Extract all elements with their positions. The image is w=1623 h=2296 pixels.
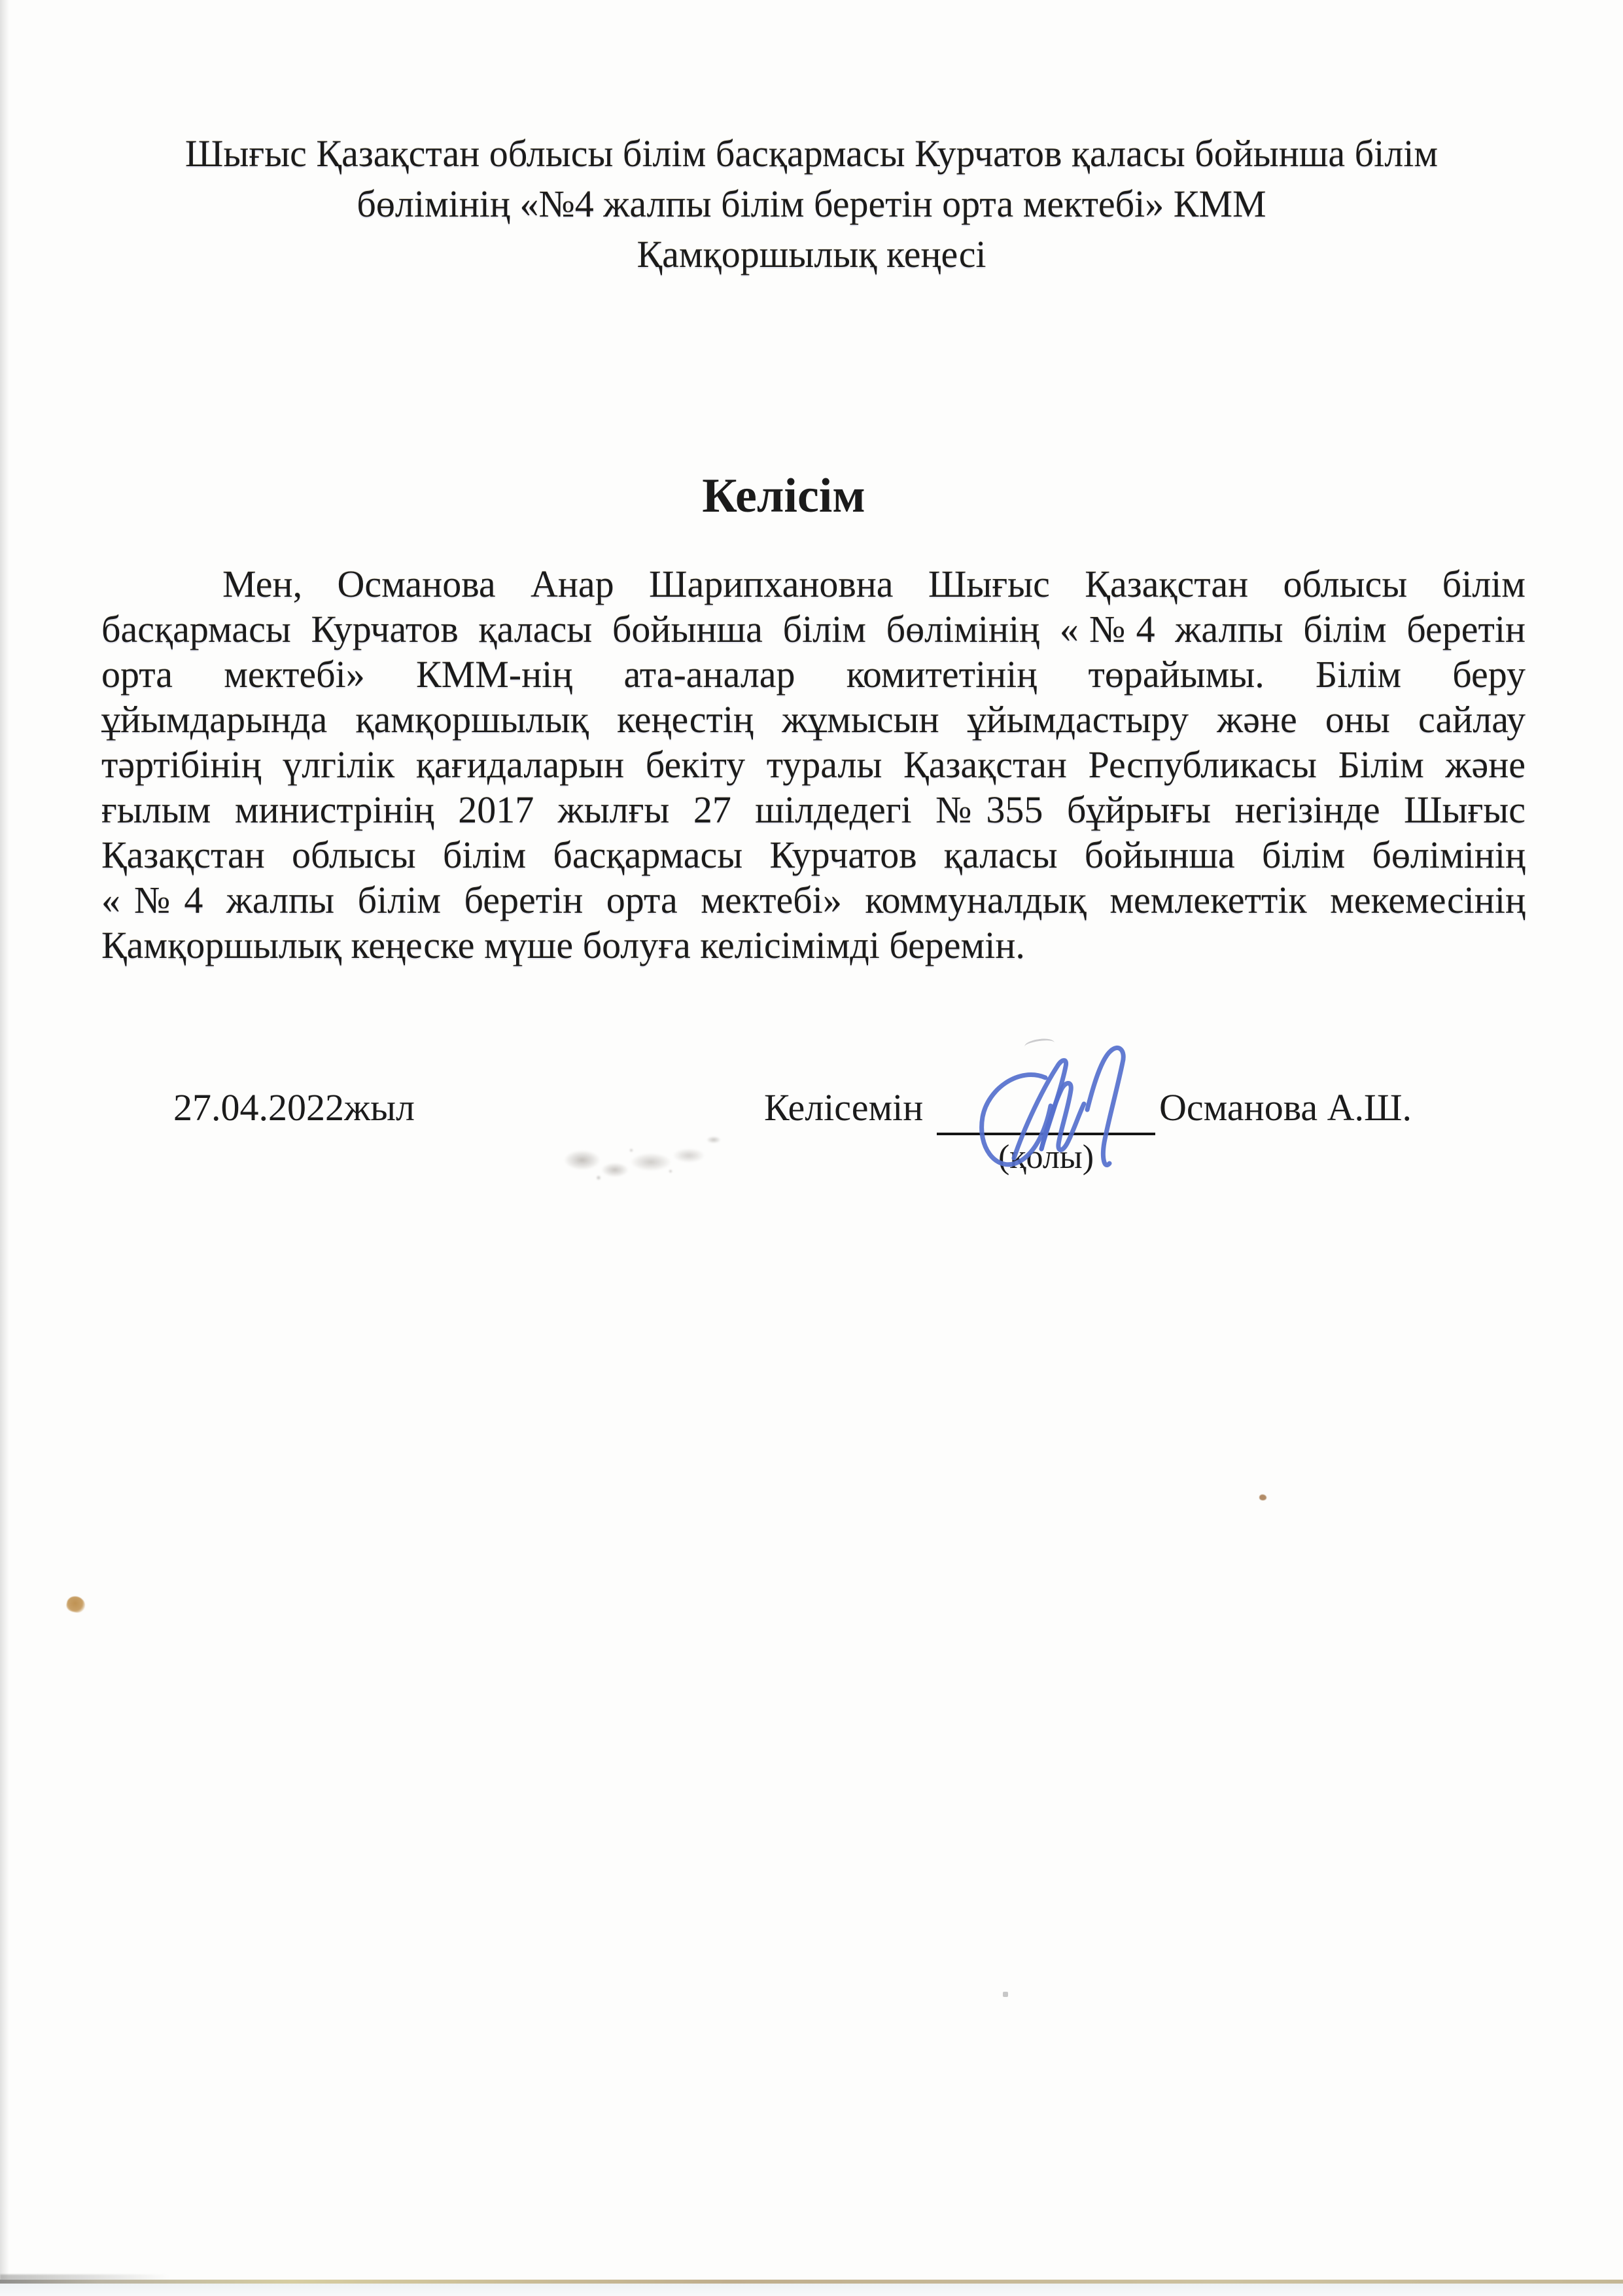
- body-text-line: орта мектебі» КММ-нің ата-аналар комитетінің төрайымы. Білім беру: [101, 653, 1526, 696]
- paper-smudge: [553, 1131, 723, 1190]
- body-text-line: ғылым министрінің 2017 жылғы 27 шілдедегі №355 бұйрығы негізінде Шығыс: [101, 788, 1526, 831]
- signee-name: Османова А.Ш.: [1159, 1086, 1412, 1129]
- signature-caption: (қолы): [998, 1139, 1094, 1176]
- body-paragraph: [101, 561, 1526, 968]
- scan-edge-strip: [0, 2284, 1623, 2296]
- body-text-line: тәртібінің үлгілік қағидаларын бекіту туралы Қазақстан Республикасы Білім және: [101, 743, 1526, 786]
- document-title: Келісім: [702, 469, 865, 523]
- body-text-line: басқармасы Курчатов қаласы бойынша білім бөлімінің «№4 жалпы білім беретін: [101, 608, 1526, 650]
- body-text-line: ұйымдарында қамқоршылық кеңестің жұмысын ұйымдастыру және оны сайлау: [101, 698, 1526, 741]
- paper-speck: [1259, 1494, 1266, 1500]
- agree-label: Келісемін: [764, 1086, 924, 1129]
- handwritten-signature: [947, 1029, 1143, 1179]
- header-line: Қамқоршылық кеңесі: [637, 233, 986, 275]
- body-text-line: Қамқоршылық кеңеске мүше болуға келісімімді беремін.: [101, 924, 1025, 966]
- date-text: 27.04.2022жыл: [173, 1086, 415, 1129]
- document-header: [0, 128, 1623, 279]
- body-text-line: Мен, Османова Анар Шарипхановна Шығыс Қазақстан облысы білім: [222, 563, 1526, 605]
- body-text-line: «№4 жалпы білім беретін орта мектебі» коммуналдық мемлекеттік мекемесінің: [101, 879, 1526, 921]
- paper-speck: [1003, 1992, 1008, 1997]
- header-line: Шығыс Қазақстан облысы білім басқармасы Курчатов қаласы бойынша білім: [184, 132, 1439, 175]
- scan-edge-shadow: [0, 0, 9, 2296]
- body-text-line: Қазақстан облысы білім басқармасы Курчатов қаласы бойынша білім бөлімінің: [101, 834, 1526, 876]
- paper-stain: [65, 1595, 86, 1614]
- header-line: бөлімінің «№4 жалпы білім беретін орта мектебі» КММ: [357, 183, 1266, 225]
